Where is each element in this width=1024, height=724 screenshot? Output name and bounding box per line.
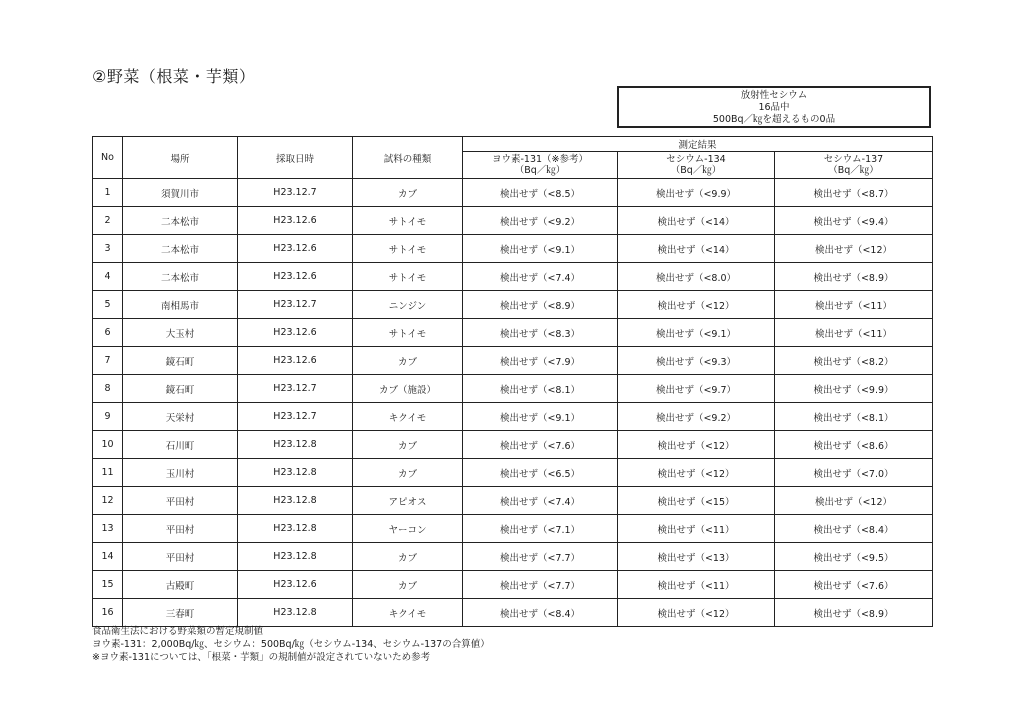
header-cs134-unit: （Bq／㎏） bbox=[670, 165, 722, 176]
cell-cs134: 検出せず（<9.9） bbox=[618, 179, 775, 207]
table-row bbox=[93, 431, 933, 459]
table-row bbox=[93, 319, 933, 347]
results-table bbox=[92, 136, 933, 627]
cell-location: 平田村 bbox=[123, 487, 238, 515]
cell-date: H23.12.8 bbox=[238, 543, 353, 571]
cell-i131: 検出せず（<8.9） bbox=[463, 291, 618, 319]
table-row bbox=[93, 571, 933, 599]
cell-cs134: 検出せず（<9.1） bbox=[618, 319, 775, 347]
cell-i131: 検出せず（<9.2） bbox=[463, 207, 618, 235]
cell-no: 9 bbox=[93, 403, 123, 431]
cell-i131: 検出せず（<8.5） bbox=[463, 179, 618, 207]
header-results: 測定結果 bbox=[463, 137, 933, 152]
cell-location: 平田村 bbox=[123, 515, 238, 543]
cell-date: H23.12.6 bbox=[238, 319, 353, 347]
cell-no: 16 bbox=[93, 599, 123, 627]
cell-no: 14 bbox=[93, 543, 123, 571]
cell-i131: 検出せず（<7.6） bbox=[463, 431, 618, 459]
table-row bbox=[93, 235, 933, 263]
cell-cs137: 検出せず（<9.5） bbox=[775, 543, 933, 571]
header-cs134-label: セシウム-134 bbox=[666, 154, 726, 165]
cell-cs137: 検出せず（<11） bbox=[775, 319, 933, 347]
cell-cs137: 検出せず（<11） bbox=[775, 291, 933, 319]
cell-sample: カブ bbox=[353, 347, 463, 375]
cell-date: H23.12.6 bbox=[238, 235, 353, 263]
cell-cs137: 検出せず（<7.0） bbox=[775, 459, 933, 487]
header-no: No bbox=[93, 137, 123, 179]
cell-cs137: 検出せず（<8.9） bbox=[775, 263, 933, 291]
cell-location: 二本松市 bbox=[123, 235, 238, 263]
cell-sample: カブ bbox=[353, 431, 463, 459]
cell-date: H23.12.6 bbox=[238, 207, 353, 235]
cell-cs137: 検出せず（<8.1） bbox=[775, 403, 933, 431]
cell-location: 南相馬市 bbox=[123, 291, 238, 319]
cell-i131: 検出せず（<8.4） bbox=[463, 599, 618, 627]
cell-date: H23.12.6 bbox=[238, 571, 353, 599]
cell-sample: アピオス bbox=[353, 487, 463, 515]
cell-no: 2 bbox=[93, 207, 123, 235]
header-sample: 試料の種類 bbox=[353, 137, 463, 179]
cell-location: 二本松市 bbox=[123, 207, 238, 235]
cell-i131: 検出せず（<7.9） bbox=[463, 347, 618, 375]
cell-sample: キクイモ bbox=[353, 403, 463, 431]
cell-date: H23.12.8 bbox=[238, 599, 353, 627]
table-row bbox=[93, 207, 933, 235]
table-row bbox=[93, 291, 933, 319]
cell-cs137: 検出せず（<9.9） bbox=[775, 375, 933, 403]
cell-sample: カブ bbox=[353, 179, 463, 207]
cell-date: H23.12.8 bbox=[238, 431, 353, 459]
cell-i131: 検出せず（<9.1） bbox=[463, 235, 618, 263]
cell-location: 須賀川市 bbox=[123, 179, 238, 207]
cell-date: H23.12.8 bbox=[238, 515, 353, 543]
cell-cs137: 検出せず（<8.6） bbox=[775, 431, 933, 459]
cell-sample: ヤーコン bbox=[353, 515, 463, 543]
cell-cs134: 検出せず（<9.2） bbox=[618, 403, 775, 431]
cell-no: 10 bbox=[93, 431, 123, 459]
cell-cs137: 検出せず（<8.4） bbox=[775, 515, 933, 543]
cell-i131: 検出せず（<7.7） bbox=[463, 543, 618, 571]
summary-line-1: 放射性セシウム bbox=[740, 90, 808, 101]
cell-location: 鏡石町 bbox=[123, 375, 238, 403]
cell-i131: 検出せず（<7.1） bbox=[463, 515, 618, 543]
cell-cs134: 検出せず（<12） bbox=[618, 459, 775, 487]
cell-no: 1 bbox=[93, 179, 123, 207]
cell-sample: サトイモ bbox=[353, 207, 463, 235]
summary-line-2: 16品中 bbox=[758, 102, 790, 113]
cell-date: H23.12.7 bbox=[238, 291, 353, 319]
cell-date: H23.12.8 bbox=[238, 459, 353, 487]
cell-date: H23.12.7 bbox=[238, 403, 353, 431]
cell-cs134: 検出せず（<15） bbox=[618, 487, 775, 515]
cell-sample: サトイモ bbox=[353, 263, 463, 291]
cell-location: 天栄村 bbox=[123, 403, 238, 431]
table-row bbox=[93, 515, 933, 543]
footnotes bbox=[92, 625, 490, 664]
cell-no: 12 bbox=[93, 487, 123, 515]
table-row bbox=[93, 375, 933, 403]
cell-i131: 検出せず（<7.4） bbox=[463, 263, 618, 291]
cell-location: 古殿町 bbox=[123, 571, 238, 599]
cell-cs134: 検出せず（<12） bbox=[618, 599, 775, 627]
cell-date: H23.12.6 bbox=[238, 347, 353, 375]
cell-sample: カブ（施設） bbox=[353, 375, 463, 403]
header-cs137-unit: （Bq／㎏） bbox=[828, 165, 879, 176]
header-i131 bbox=[463, 152, 618, 179]
cell-no: 15 bbox=[93, 571, 123, 599]
cell-no: 11 bbox=[93, 459, 123, 487]
table-row bbox=[93, 403, 933, 431]
cell-no: 4 bbox=[93, 263, 123, 291]
cell-i131: 検出せず（<6.5） bbox=[463, 459, 618, 487]
cell-cs134: 検出せず（<11） bbox=[618, 571, 775, 599]
footnote-line-2: ヨウ素-131：2,000Bq/㎏、セシウム：500Bq/㎏（セシウム-134、セシウム-137の合算値） bbox=[92, 639, 490, 650]
cell-location: 鏡石町 bbox=[123, 347, 238, 375]
cell-no: 5 bbox=[93, 291, 123, 319]
cell-location: 石川町 bbox=[123, 431, 238, 459]
cell-sample: ニンジン bbox=[353, 291, 463, 319]
header-i131-unit: （Bq／㎏） bbox=[514, 165, 566, 176]
cell-cs137: 検出せず（<8.2） bbox=[775, 347, 933, 375]
cell-cs137: 検出せず（<8.7） bbox=[775, 179, 933, 207]
section-title: ②野菜（根菜・芋類） bbox=[92, 67, 256, 86]
cell-sample: カブ bbox=[353, 459, 463, 487]
header-location: 場所 bbox=[123, 137, 238, 179]
summary-line-3: 500Bq／㎏を超えるもの0品 bbox=[712, 114, 836, 125]
cell-i131: 検出せず（<7.7） bbox=[463, 571, 618, 599]
cell-no: 13 bbox=[93, 515, 123, 543]
cell-i131: 検出せず（<9.1） bbox=[463, 403, 618, 431]
cell-sample: サトイモ bbox=[353, 319, 463, 347]
cell-cs134: 検出せず（<13） bbox=[618, 543, 775, 571]
cell-cs134: 検出せず（<12） bbox=[618, 291, 775, 319]
cell-cs134: 検出せず（<12） bbox=[618, 431, 775, 459]
table-row bbox=[93, 179, 933, 207]
cell-cs137: 検出せず（<12） bbox=[775, 487, 933, 515]
cell-location: 三春町 bbox=[123, 599, 238, 627]
cell-location: 大玉村 bbox=[123, 319, 238, 347]
cell-date: H23.12.6 bbox=[238, 263, 353, 291]
header-date: 採取日時 bbox=[238, 137, 353, 179]
cell-cs134: 検出せず（<9.7） bbox=[618, 375, 775, 403]
cell-sample: カブ bbox=[353, 571, 463, 599]
header-cs137 bbox=[775, 152, 933, 179]
cell-cs137: 検出せず（<8.9） bbox=[775, 599, 933, 627]
header-cs137-label: セシウム-137 bbox=[823, 154, 884, 165]
table-row bbox=[93, 543, 933, 571]
table-row bbox=[93, 487, 933, 515]
cell-cs137: 検出せず（<12） bbox=[775, 235, 933, 263]
cell-no: 3 bbox=[93, 235, 123, 263]
cell-cs134: 検出せず（<9.3） bbox=[618, 347, 775, 375]
cell-cs134: 検出せず（<14） bbox=[618, 207, 775, 235]
cell-cs134: 検出せず（<11） bbox=[618, 515, 775, 543]
cell-cs137: 検出せず（<9.4） bbox=[775, 207, 933, 235]
cell-date: H23.12.7 bbox=[238, 179, 353, 207]
header-i131-label: ヨウ素-131（※参考） bbox=[491, 154, 589, 165]
table-row bbox=[93, 459, 933, 487]
cell-no: 7 bbox=[93, 347, 123, 375]
cell-i131: 検出せず（<8.3） bbox=[463, 319, 618, 347]
cell-location: 平田村 bbox=[123, 543, 238, 571]
footnote-line-1: 食品衛生法における野菜類の暫定規制値 bbox=[92, 626, 264, 637]
cell-i131: 検出せず（<8.1） bbox=[463, 375, 618, 403]
cell-cs134: 検出せず（<14） bbox=[618, 235, 775, 263]
cell-location: 玉川村 bbox=[123, 459, 238, 487]
cell-date: H23.12.7 bbox=[238, 375, 353, 403]
cell-cs137: 検出せず（<7.6） bbox=[775, 571, 933, 599]
table-row bbox=[93, 599, 933, 627]
cell-date: H23.12.8 bbox=[238, 487, 353, 515]
cell-sample: サトイモ bbox=[353, 235, 463, 263]
table-row bbox=[93, 347, 933, 375]
summary-box bbox=[617, 86, 931, 128]
cell-i131: 検出せず（<7.4） bbox=[463, 487, 618, 515]
table-row bbox=[93, 263, 933, 291]
cell-no: 6 bbox=[93, 319, 123, 347]
cell-sample: カブ bbox=[353, 543, 463, 571]
cell-no: 8 bbox=[93, 375, 123, 403]
header-cs134 bbox=[618, 152, 775, 179]
cell-cs134: 検出せず（<8.0） bbox=[618, 263, 775, 291]
cell-sample: キクイモ bbox=[353, 599, 463, 627]
cell-location: 二本松市 bbox=[123, 263, 238, 291]
footnote-line-3: ※ヨウ素-131については、「根菜・芋類」の規制値が設定されていないため参考 bbox=[92, 652, 431, 663]
